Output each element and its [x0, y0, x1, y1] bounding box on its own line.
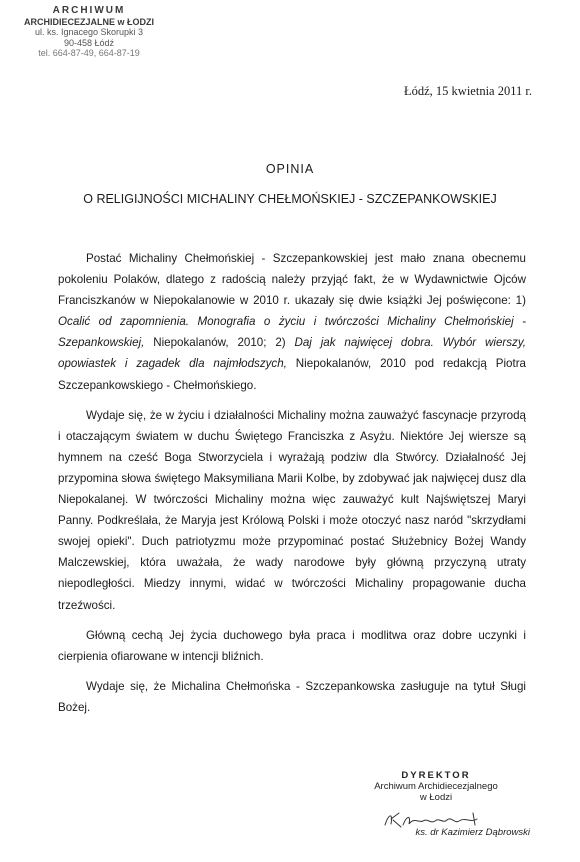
stamp-line-1: ARCHIWUM — [52, 5, 126, 16]
document-subtitle: O RELIGIJNOŚCI MICHALINY CHEŁMOŃSKIEJ - SZCZEPANKOWSKIEJ — [83, 192, 497, 206]
paragraph-4: Wydaje się, że Michalina Chełmońska - Szczepankowska zasługuje na tytuł Sługi Bożej. — [58, 679, 526, 714]
paragraph-1 — [58, 248, 526, 396]
paragraph-1-text-a: Postać Michaliny Chełmońskiej - Szczepankowskiej jest mało znana obecnemu pokoleniu Polaków, dlatego z radością należy przyjąć fakt, że w Wydawnictwie Ojców Franciszkanów w Niepokalanowie w 2010 r. ukazały się dwie książki Jej poświęcone: 1) — [58, 252, 526, 308]
archive-stamp — [4, 6, 174, 59]
signature-title: DYREKTOR — [401, 770, 471, 781]
paragraph-3: Główną cechą Jej życia duchowego była praca i modlitwa oraz dobre uczynki i cierpienia ofiarowane w intencji bliźnich. — [58, 628, 526, 663]
signature-line-3: w Łodzi — [419, 792, 453, 803]
document-date: Łódź, 15 kwietnia 2011 r. — [404, 84, 532, 98]
book-title-2: Daj jak najwięcej dobra. Wybór wierszy, opowiastek i zagadek dla najmłodszych, — [58, 336, 526, 371]
signature-name: ks. dr Kazimierz Dąbrowski — [415, 827, 530, 838]
document-body — [58, 248, 526, 727]
stamp-line-5: tel. 664-87-49, 664-87-19 — [38, 48, 140, 58]
stamp-line-3: ul. ks. Ignacego Skorupki 3 — [34, 27, 144, 37]
document-title: OPINIA — [265, 162, 315, 176]
signature-line-2: Archiwum Archidiecezjalnego — [374, 781, 498, 792]
stamp-line-2: ARCHIDIECEZJALNE w ŁODZI — [23, 16, 154, 27]
paragraph-1-text-b: Niepokalanów, 2010; 2) — [144, 336, 295, 350]
book-title-1: Ocalić od zapomnienia. Monografia o życiu i twórczości Michaliny Chełmońskiej - Szepankowskiej, — [58, 315, 526, 350]
signature-block — [336, 770, 536, 838]
paragraph-2: Wydaje się, że w życiu i działalności Michaliny można zauważyć fascynacje przyrodą i otaczającym światem w duchu Świętego Franciszka z Asyżu. Niektóre Jej wiersze są hymnem na cześć Boga Stworzyciela i wyrażają podziw dla Stwórcy. Działalność Jej przypomina słowa świętego Maksymiliana Marii Kolbe, by zdobywać jak najwięcej dusz dla Niepokalanej. W twórczości Michaliny można więc zauważyć kult Najświętszej Maryi Panny. Podkreślała, że Maryja jest Królową Polski i może otoczyć nasz naród "skrzydłami swojej opieki". Duch patriotyzmu może przypominać postać Służebnicy Bożej Wandy Malczewskiej, która uważała, że wady narodowe były główną przyczyną utraty niepodległości. Miedzy innymi, widać w twórczości Michaliny propagowanie ducha trzeźwości. — [58, 408, 526, 612]
paragraph-1-text-c: Niepokalanów, 2010 pod redakcją Piotra Szczepankowskiego - Chełmońskiego. — [58, 357, 526, 392]
stamp-line-4: 90-458 Łódź — [63, 37, 115, 48]
